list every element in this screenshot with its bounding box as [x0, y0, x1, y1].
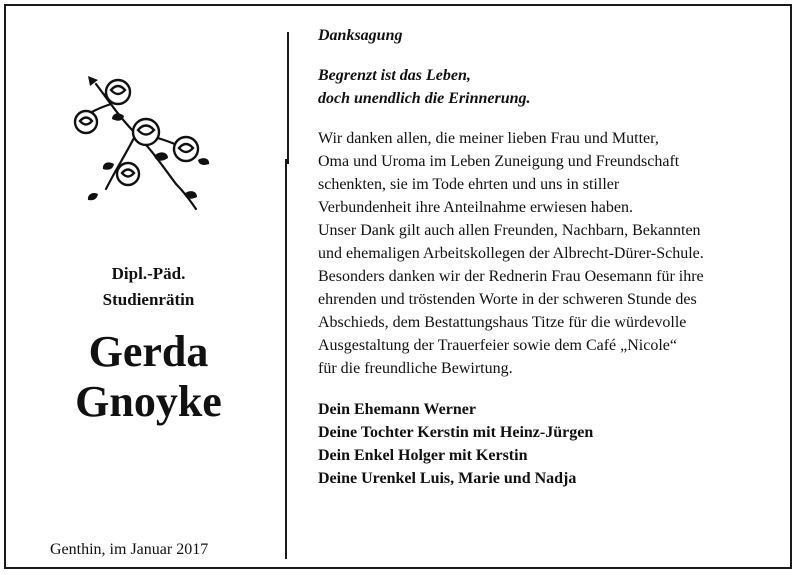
body-line: Oma und Uroma im Leben Zuneigung und Freundschaft — [318, 153, 680, 170]
academic-title: Dipl.-Päd. — [111, 264, 186, 283]
body-line: Abschieds, dem Bestattungshaus Titze für die würdevolle — [318, 314, 687, 331]
body-line: schenkten, sie im Tode ehrten und uns in stiller — [318, 176, 620, 193]
signatures — [318, 398, 788, 490]
motto-line: Begrenzt ist das Leben, — [318, 67, 471, 84]
place-date: Genthin, im Januar 2017 — [50, 541, 209, 558]
left-column — [6, 6, 291, 571]
roses-branch-icon — [66, 64, 226, 214]
signature-line: Dein Ehemann Werner — [318, 401, 476, 418]
divider-top — [287, 32, 289, 164]
body-line: für die freundliche Bewirtung. — [318, 360, 513, 377]
divider-bottom — [285, 159, 287, 559]
body-line: ehrenden und tröstenden Worte in der schweren Stunde des — [318, 291, 697, 308]
right-column — [318, 24, 788, 490]
body-line: Wir danken allen, die meiner lieben Frau und Mutter, — [318, 130, 659, 147]
professional-title: Studienrätin — [102, 290, 195, 309]
signature-line: Dein Enkel Holger mit Kerstin — [318, 447, 528, 464]
body-line: und ehemaligen Arbeitskollegen der Albrecht-Dürer-Schule. — [318, 245, 704, 262]
body-line: Verbundenheit ihre Anteilnahme erwiesen haben. — [318, 199, 633, 216]
body-line: Besonders danken wir der Rednerin Frau Oesemann für ihre — [318, 268, 704, 285]
signature-line: Deine Urenkel Luis, Marie und Nadja — [318, 470, 577, 487]
deceased-first-name: Gerda — [88, 327, 209, 376]
body-line: Ausgestaltung der Trauerfeier sowie dem Café „Nicole“ — [318, 337, 677, 354]
motto-line: doch unendlich die Erinnerung. — [318, 90, 531, 107]
signature-line: Deine Tochter Kerstin mit Heinz-Jürgen — [318, 424, 594, 441]
obituary-card — [4, 4, 792, 569]
deceased-last-name: Gnoyke — [75, 377, 222, 426]
heading: Danksagung — [318, 27, 403, 44]
body-line: Unser Dank gilt auch allen Freunden, Nachbarn, Bekannten — [318, 222, 701, 239]
thanks-text — [318, 127, 788, 380]
motto — [318, 64, 788, 110]
